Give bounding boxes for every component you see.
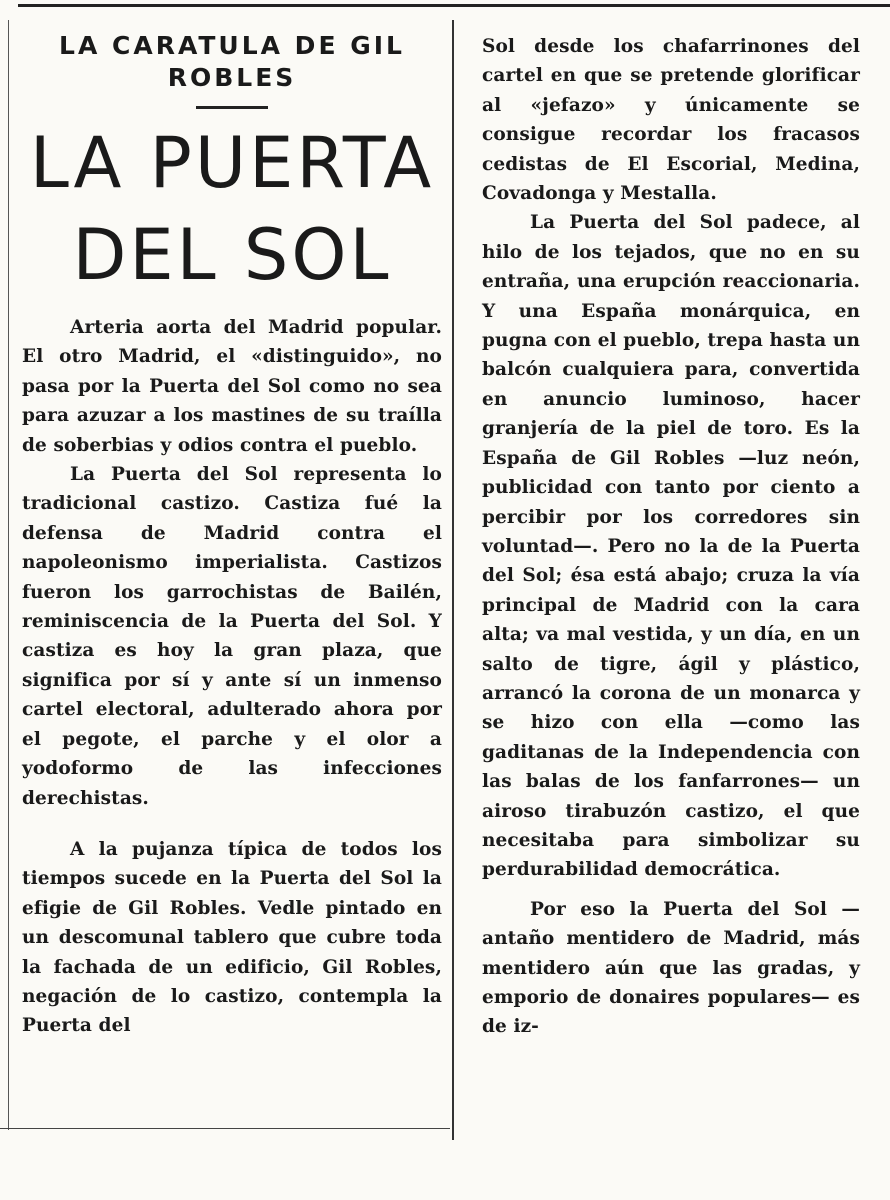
- paragraph: Arteria aorta del Madrid popular. El otro Madrid, el «distinguido», no pasa por la Puerta del Sol como no sea para azuzar a los mastines de su traílla de soberbias y odios contra el pueblo.: [22, 317, 442, 456]
- headline-line-2: DEL SOL: [72, 214, 392, 296]
- paragraph: La Puerta del Sol representa lo tradicional castizo. Castiza fué la defensa de Madrid contra el napoleonismo imperialista. Castizos fueron los garrochistas de Bailén, reminiscencia de la Puerta del Sol. Y castiza es hoy la gran plaza, que significa por sí y ante sí un inmenso cartel electoral, adulterado ahora por el pegote, el parche y el olor a yodoformo de las infecciones derechistas.: [22, 464, 442, 809]
- kicker: LA CARATULA DE GIL ROBLES: [59, 31, 405, 92]
- kicker-rule: [196, 106, 268, 109]
- paragraph: La Puerta del Sol padece, al hilo de los tejados, que no en su entraña, una erupción reaccionaria. Y una España monárquica, en pugna con el pueblo, trepa hasta un balcón cualquiera para, convertida en anuncio luminoso, hacer granjería de la piel de toro. Es la España de Gil Robles —luz neón, publicidad con tanto por ciento a percibir por los corredores sin voluntad—. Pero no la de la Puerta del Sol; ésa está abajo; cruza la vía principal de Madrid con la cara alta; va mal vestida, y un día, en un salto de tigre, ágil y plástico, arrancó la corona de un monarca y se hizo con ella —como las gaditanas de la Independencia con las balas de los fanfarrones— un airoso tirabuzón castizo, el que necesitaba para simbolizar su perdurabilidad democrática.: [482, 212, 860, 881]
- headline-line-1: LA PUERTA: [29, 122, 435, 204]
- article-right: [482, 32, 860, 1042]
- article-left: [22, 313, 442, 1041]
- paragraph: A la pujanza típica de todos los tiempos sucede en la Puerta del Sol la efigie de Gil Robles. Vedle pintado en un descomunal tablero que cubre toda la fachada de un edificio, Gil Robles, negación de lo castizo, contempla la Puerta del: [22, 838, 442, 1037]
- right-column: [482, 32, 860, 1042]
- bottom-rule: [0, 1128, 450, 1129]
- column-divider: [452, 20, 454, 1140]
- left-column-border: [8, 20, 9, 1130]
- paragraph: Sol desde los chafarrinones del cartel en que se pretende glorificar al «jefazo» y únicamente se consigue recordar los fracasos cedistas de El Escorial, Medina, Covadonga y Mestalla.: [482, 36, 860, 205]
- paragraph: Por eso la Puerta del Sol —antaño mentidero de Madrid, más mentidero aún que las gradas, y emporio de donaires populares— es de iz-: [482, 898, 860, 1038]
- headline: [22, 117, 442, 301]
- left-column: [22, 0, 442, 1041]
